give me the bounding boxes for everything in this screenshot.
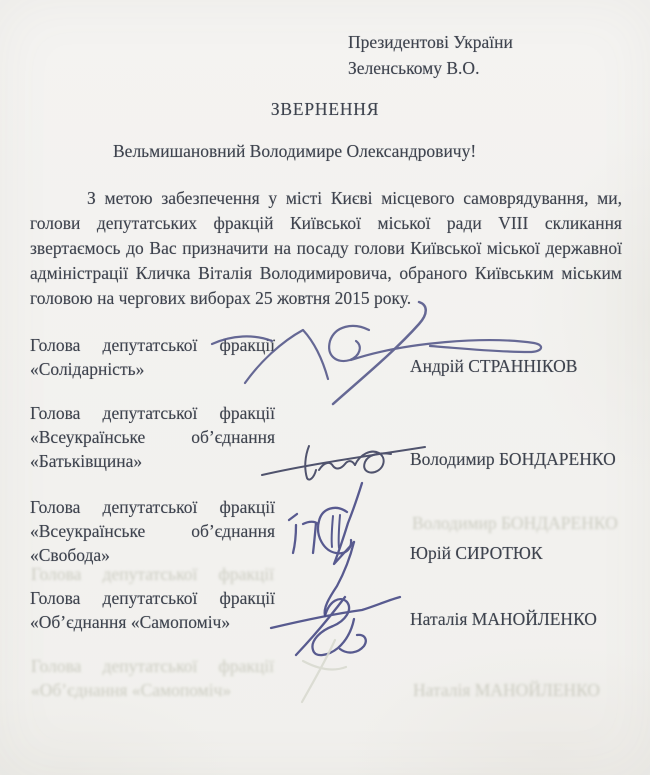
recipient-line-2: Зеленському В.О. (348, 58, 480, 78)
recipient-line-1: Президентові України (348, 32, 513, 52)
signatory-2-name: Володимир БОНДАРЕНКО (410, 449, 616, 469)
recipient-block (348, 29, 513, 81)
signatory-2-position: Голова депутатської фракції «Всеукраїнське об’єднання «Батьківщина» (30, 403, 275, 471)
signatory-1-position: Голова депутатської фракції «Солідарність» (30, 335, 275, 379)
ghost-text-fraction-label-1: Голова депутатської фракції (31, 564, 274, 584)
ghost-signature-ink (302, 640, 346, 702)
signatory-3-name: Юрій СИРОТЮК (410, 543, 543, 563)
signatory-4-position: Голова депутатської фракції «Об’єднання «Самопоміч» (30, 588, 275, 632)
document-title: ЗВЕРНЕННЯ (270, 99, 380, 119)
salutation-line: Вельмишановний Володимире Олександровичу! (113, 141, 477, 161)
signatory-1-name: Андрій СТРАННІКОВ (410, 356, 578, 376)
signature-manoilenko-ink (271, 597, 400, 655)
body-paragraph: З метою забезпечення у місті Києві місцевого самоврядування, ми, голови депутатських фракцій Київської міської ради VIII скликання звертаємось до Вас призначити на посаду голови Київської міської державної адміністрації Кличка Віталія Володимировича, обраного Київським міським головою на чергових виборах 25 жовтня 2015 року. (30, 188, 622, 308)
ghost-text-name-manoilenko: Наталія МАНОЙЛЕНКО (413, 680, 600, 700)
ghost-text-name-bondarenko: Володимир БОНДАРЕНКО (412, 513, 618, 533)
signature-syrotiuk-ink (289, 483, 362, 616)
ghost-text-samopomich-label: «Об’єднання «Самопоміч» (31, 680, 232, 700)
signature-bondarenko-ink (262, 446, 425, 480)
signatory-4-name: Наталія МАНОЙЛЕНКО (410, 609, 597, 629)
signatory-3-position: Голова депутатської фракції «Всеукраїнське об’єднання «Свобода» (30, 497, 275, 565)
ghost-text-fraction-label-2: Голова депутатської фракції (31, 656, 274, 676)
